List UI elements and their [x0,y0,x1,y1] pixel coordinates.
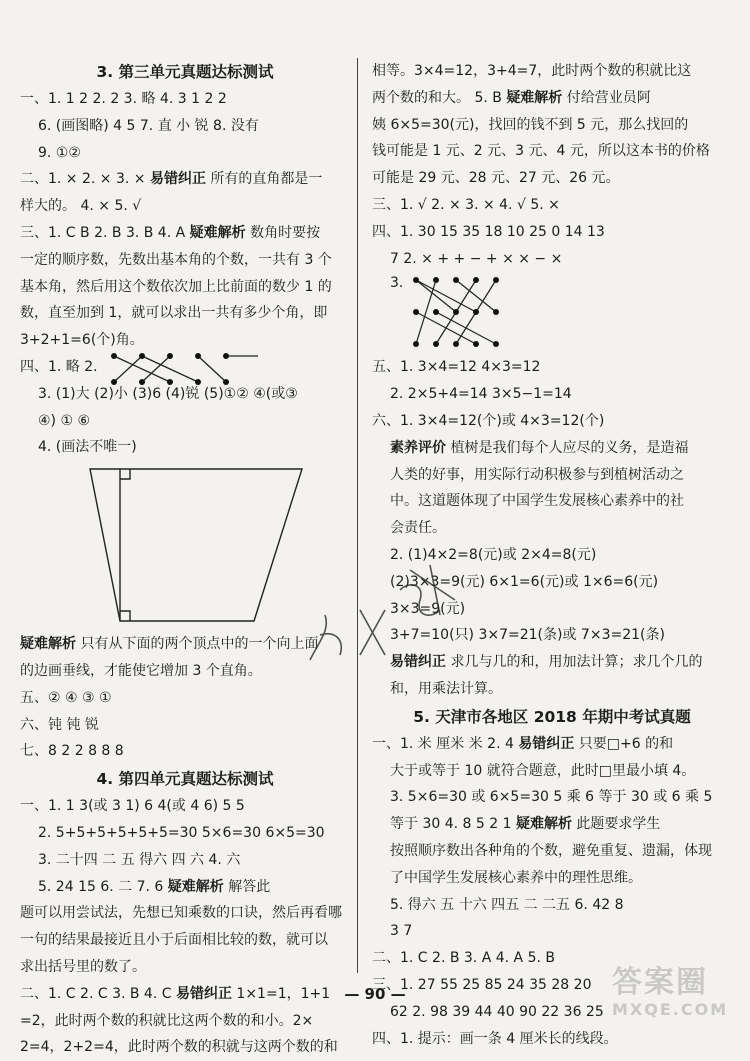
r-line: 3×3=9(元) [390,600,466,617]
section-5-title: 5. 天津市各地区 2018 年期中考试真题 [413,707,691,726]
r-line: 了中国学生发展核心素养中的理性思维。 [390,869,642,886]
r-line: 五、1. 3×4=12 4×3=12 [372,359,541,376]
s3-line: 数，直至加到 1，就可以求出一共有多少个角，即 [20,305,328,322]
r-line: 3. [390,275,404,292]
r-line: 2. (1)4×2=8(元)或 2×4=8(元) [390,546,597,563]
r-line: 5. 得六 五 十六 四五 二 二五 6. 42 8 [390,896,624,913]
r-line: 等于 30 4. 8 5 2 1 疑难解析 此题要求学生 [390,816,661,833]
s3-line: 基本角，然后用这个数依次加上比前面的数少 1 的 [20,278,332,295]
handwriting-scribble [290,560,470,680]
s3-line: 3+2+1=6(个)角。 [20,332,144,349]
column-divider [357,58,358,973]
tag-label: 疑难解析 [506,89,563,106]
s3-line: 的边画垂线，才能使它增加 3 个直角。 [20,662,262,679]
watermark-logo: 答案圈 MXQE.COM [612,965,729,1019]
s3-line: 9. ①② [38,144,81,161]
tag-label: 疑难解析 [20,636,76,653]
s4-line: 求出括号里的数了。 [20,958,146,975]
s3-line: 四、1. 略 2. [20,354,350,381]
r-line: 一、1. 米 厘米 米 2. 4 易错纠正 只要□+6 的和 [372,735,674,752]
r-line: 和，用乘法计算。 [390,680,502,697]
dot-connection-figure [408,272,518,352]
r-line: 三、1. √ 2. × 3. × 4. √ 5. × [372,196,560,213]
s3-line: 6. (画图略) 4 5 7. 直 小 锐 8. 没有 [38,117,259,134]
s3-line: 六、钝 钝 锐 [20,716,99,733]
r-line: 四、1. 提示：画一条 4 厘米长的线段。 [372,1030,618,1047]
r-line: 62 2. 98 39 44 40 90 22 36 25 [390,1003,604,1020]
s3-line: 三、1. C B 2. B 3. B 4. A 疑难解析 数角时要按 [20,224,321,241]
matching-lines-figure [108,350,268,390]
r-line: 四、1. 30 15 35 18 10 25 0 14 13 [372,223,605,240]
section-3-title: 3. 第三单元真题达标测试 [96,63,274,81]
s3-line: 七、8 2 2 8 8 8 [20,743,124,760]
r-line: 素养评价 植树是我们每个人应尽的义务，是造福 [390,439,689,456]
r-line: 2. 2×5+4=14 3×5−1=14 [390,386,572,403]
s3-line: 五、② ④ ③ ① [20,689,112,706]
r-line: 3+7=10(只) 3×7=21(条)或 7×3=21(条) [390,627,665,644]
s3-line: 样大的。 4. × 5. √ [20,198,142,215]
tag-label: 素养评价 [390,439,446,456]
r-line: 六、1. 3×4=12(个)或 4×3=12(个) [372,412,605,429]
tag-label: 疑难解析 [167,878,224,895]
s3-line: 二、1. × 2. × 3. × 易错纠正 所有的直角都是一 [20,171,323,188]
r-line: 3 7 [390,923,413,940]
r-line: 人类的好事，用实际行动积极参与到植树活动之 [390,466,684,483]
dot-figure-row [372,272,732,354]
r-line: (2)3×3=9(元) 6×1=6(元)或 1×6=6(元) [390,573,659,590]
r-line: 中。这道题体现了中国学生发展核心素养中的社 [390,493,684,510]
s4-line: 二、1. C 2. C 3. B 4. C 易错纠正 1×1=1，1+1 [20,985,331,1002]
s4-line: 3. 二十四 二 五 得六 四 六 4. 六 [38,851,241,868]
s3-line: 疑难解析 只有从下面的两个顶点中的一个向上面 [20,636,319,653]
r-line: 二、1. C 2. B 3. A 4. A 5. B [372,950,555,967]
r-line: 易错纠正 求几与几的和，用加法计算；求几个几的 [390,654,703,671]
r-line: 钱可能是 1 元、2 元、3 元、4 元，所以这本书的价格 [372,143,710,160]
tag-label: 疑难解析 [189,224,246,241]
s3-line: ④) ① ⑥ [38,412,91,429]
s4-line: 2. 5+5+5+5+5+5=30 5×6=30 6×5=30 [38,824,325,841]
r-line: 两个数的和大。 5. B 疑难解析 付给营业员阿 [372,89,651,106]
s4-line: 一、1. 1 3(或 3 1) 6 4(或 4 6) 5 5 [20,798,245,815]
r-line: 姨 6×5=30(元)，找回的钱不到 5 元，那么找回的 [372,116,689,133]
s3-line: 4. (画法不唯一) [38,439,137,456]
s4-line: 5. 24 15 6. 二 7. 6 疑难解析 解答此 [38,878,271,895]
page-number: — 90 — [344,985,406,1003]
r-line: 会责任。 [390,520,446,537]
r-line: 三、1. 27 55 25 85 24 35 28 20 [372,976,592,993]
s3-line: 一定的顺序数，先数出基本角的个数，一共有 3 个 [20,251,332,268]
tag-label: 易错纠正 [390,654,446,671]
r-line: 3. 5×6=30 或 6×5=30 5 乘 6 等于 30 或 6 乘 5 [390,789,713,806]
r-line: 大于或等于 10 就符合题意，此时□里最小填 4。 [390,762,696,779]
r-line: 可能是 29 元、28 元、27 元、26 元。 [372,170,620,187]
s4-line: 题可以用尝试法，先想已知乘数的口诀，然后再看哪 [20,905,342,922]
s4-line: 一句的结果最接近且小于后面相比较的数，就可以 [20,932,328,949]
tag-label: 易错纠正 [149,171,206,188]
s3-line: 3. (1)大 (2)小 (3)6 (4)锐 (5)①② ④(或③ [38,385,298,402]
tag-label: 易错纠正 [175,985,232,1002]
right-column [372,58,732,1052]
s4-line: 2=4，2+2=4，此时两个数的积就与这两个数的和 [20,1039,338,1056]
r-line: 相等。3×4=12，3+4=7，此时两个数的积就比这 [372,63,692,79]
tag-label: 易错纠正 [518,735,575,752]
r-line: 按照顺序数出各种角的个数，避免重复、遗漏，体现 [390,842,712,859]
section-4-title: 4. 第四单元真题达标测试 [96,770,274,789]
tag-label: 疑难解析 [515,816,572,833]
s3-line: 一、1. 1 2 2. 2 3. 略 4. 3 1 2 2 [20,91,227,107]
r-line: 7 2. × + + − + × × − × [390,250,563,267]
s4-line: =2，此时两个数的积就比这两个数的和小。2× [20,1012,314,1029]
